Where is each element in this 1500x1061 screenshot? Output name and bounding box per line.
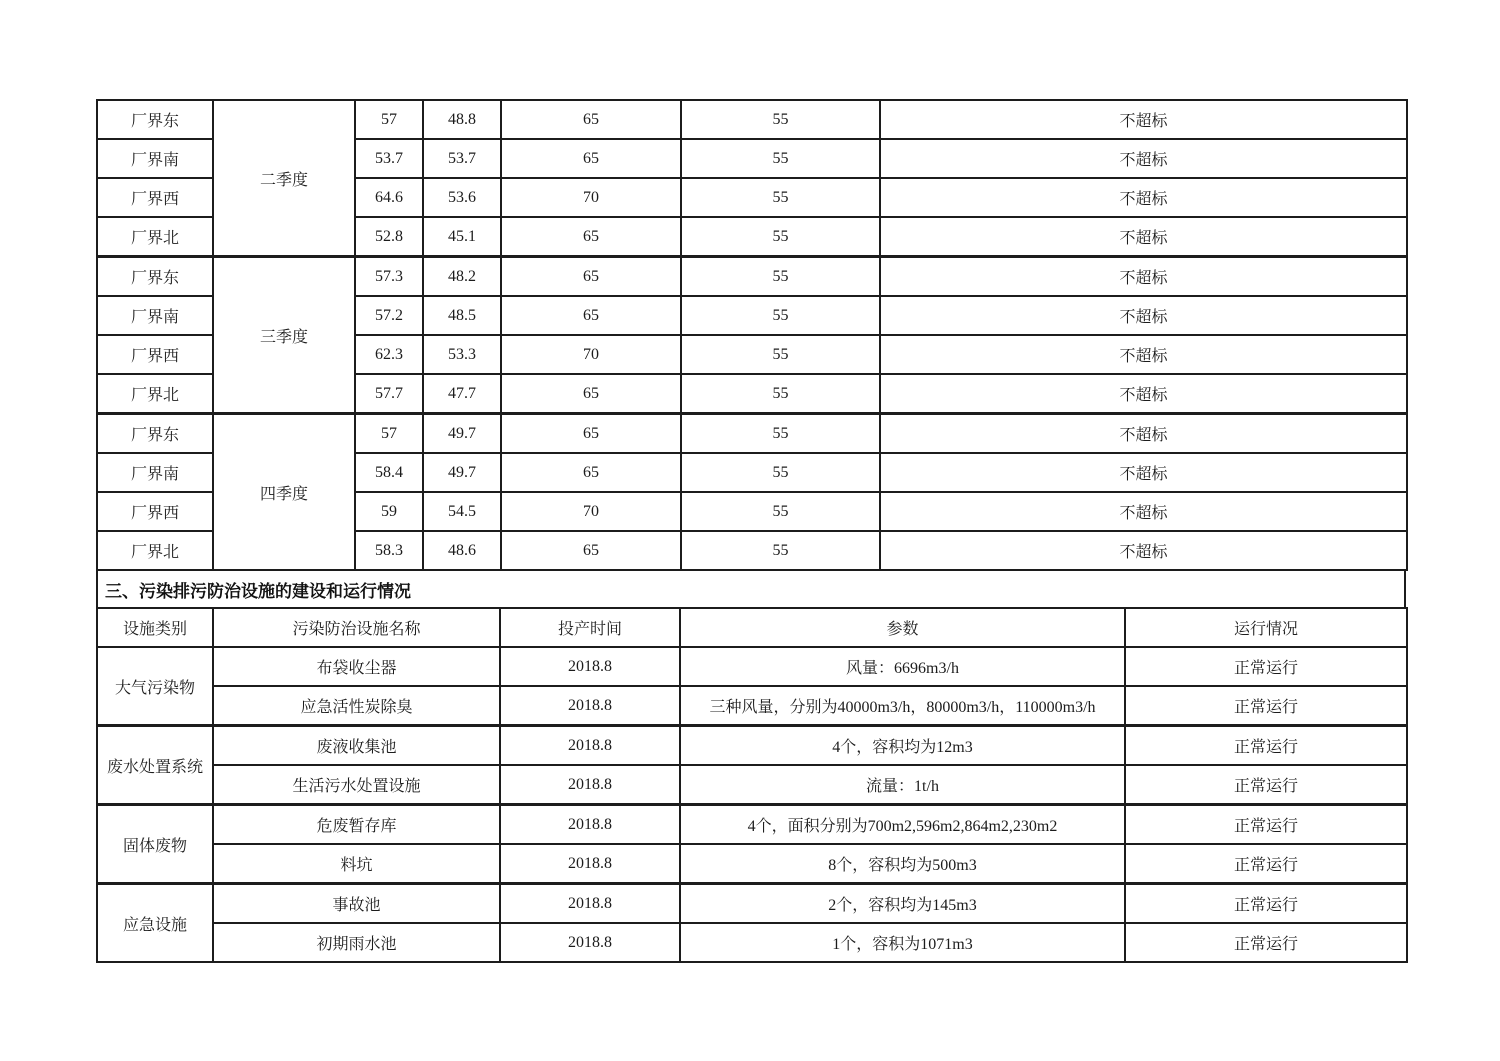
night-value-cell: 53.6: [423, 178, 501, 217]
day-value-cell: 57.3: [355, 257, 423, 297]
result-cell: 不超标: [880, 139, 1407, 178]
facility-status-cell: 正常运行: [1125, 805, 1407, 845]
facility-params-cell: 风量：6696m3/h: [680, 647, 1125, 686]
night-value-cell: 48.5: [423, 296, 501, 335]
day-limit-cell: 70: [501, 335, 681, 374]
night-value-cell: 53.3: [423, 335, 501, 374]
night-limit-cell: 55: [681, 492, 880, 531]
facility-params-cell: 2个，容积均为145m3: [680, 884, 1125, 924]
night-value-cell: 49.7: [423, 453, 501, 492]
facility-header-row: [97, 608, 1407, 647]
noise-monitoring-table: [96, 99, 1408, 571]
facility-name-cell: 危废暂存库: [213, 805, 500, 845]
facility-name-cell: 初期雨水池: [213, 923, 500, 962]
facility-table-row: [97, 805, 1407, 845]
facility-table-row: [97, 923, 1407, 962]
day-limit-cell: 65: [501, 217, 681, 257]
result-cell: 不超标: [880, 492, 1407, 531]
day-value-cell: 57: [355, 100, 423, 139]
section-title: 三、污染排污防治设施的建设和运行情况: [105, 581, 411, 601]
night-limit-cell: 55: [681, 296, 880, 335]
facility-col-header-category: 设施类别: [97, 608, 213, 647]
day-limit-cell: 65: [501, 453, 681, 492]
night-value-cell: 53.7: [423, 139, 501, 178]
report-document: [96, 99, 1406, 963]
facility-date-cell: 2018.8: [500, 647, 680, 686]
day-value-cell: 52.8: [355, 217, 423, 257]
facility-date-cell: 2018.8: [500, 923, 680, 962]
facility-status-cell: 正常运行: [1125, 923, 1407, 962]
day-limit-cell: 65: [501, 374, 681, 414]
monitoring-point-cell: 厂界西: [97, 492, 213, 531]
facility-name-cell: 布袋收尘器: [213, 647, 500, 686]
monitoring-point-cell: 厂界北: [97, 217, 213, 257]
night-limit-cell: 55: [681, 414, 880, 454]
noise-table-row: [97, 414, 1407, 454]
facility-table-body: [97, 647, 1407, 962]
facility-date-cell: 2018.8: [500, 765, 680, 805]
facility-name-cell: 事故池: [213, 884, 500, 924]
facility-status-cell: 正常运行: [1125, 844, 1407, 884]
facility-date-cell: 2018.8: [500, 805, 680, 845]
facility-category-cell: 废水处置系统: [97, 726, 213, 805]
result-cell: 不超标: [880, 531, 1407, 570]
section-header-band: [96, 571, 1406, 607]
facility-status-cell: 正常运行: [1125, 884, 1407, 924]
night-value-cell: 48.2: [423, 257, 501, 297]
night-limit-cell: 55: [681, 335, 880, 374]
facility-params-cell: 4个，面积分别为700m2,596m2,864m2,230m2: [680, 805, 1125, 845]
facility-col-header-status: 运行情况: [1125, 608, 1407, 647]
day-limit-cell: 65: [501, 257, 681, 297]
day-limit-cell: 65: [501, 100, 681, 139]
noise-table-body: [97, 100, 1407, 570]
day-value-cell: 58.3: [355, 531, 423, 570]
monitoring-point-cell: 厂界南: [97, 296, 213, 335]
facility-date-cell: 2018.8: [500, 884, 680, 924]
day-value-cell: 64.6: [355, 178, 423, 217]
quarter-cell: 四季度: [213, 414, 355, 571]
facility-name-cell: 料坑: [213, 844, 500, 884]
facility-col-header-date: 投产时间: [500, 608, 680, 647]
night-limit-cell: 55: [681, 374, 880, 414]
night-limit-cell: 55: [681, 100, 880, 139]
facility-status-cell: 正常运行: [1125, 647, 1407, 686]
facility-name-cell: 应急活性炭除臭: [213, 686, 500, 726]
facility-category-cell: 固体废物: [97, 805, 213, 884]
facility-table-row: [97, 647, 1407, 686]
night-limit-cell: 55: [681, 453, 880, 492]
result-cell: 不超标: [880, 335, 1407, 374]
facility-table-row: [97, 765, 1407, 805]
noise-table-row: [97, 257, 1407, 297]
result-cell: 不超标: [880, 414, 1407, 454]
monitoring-point-cell: 厂界西: [97, 335, 213, 374]
day-value-cell: 53.7: [355, 139, 423, 178]
facility-params-cell: 8个，容积均为500m3: [680, 844, 1125, 884]
result-cell: 不超标: [880, 453, 1407, 492]
day-limit-cell: 70: [501, 178, 681, 217]
facility-category-cell: 大气污染物: [97, 647, 213, 726]
monitoring-point-cell: 厂界西: [97, 178, 213, 217]
facility-params-cell: 1个，容积为1071m3: [680, 923, 1125, 962]
noise-table-row: [97, 100, 1407, 139]
night-value-cell: 48.6: [423, 531, 501, 570]
facility-table-row: [97, 884, 1407, 924]
monitoring-point-cell: 厂界东: [97, 414, 213, 454]
result-cell: 不超标: [880, 257, 1407, 297]
facility-name-cell: 废液收集池: [213, 726, 500, 766]
monitoring-point-cell: 厂界北: [97, 374, 213, 414]
night-value-cell: 54.5: [423, 492, 501, 531]
day-limit-cell: 65: [501, 531, 681, 570]
night-limit-cell: 55: [681, 217, 880, 257]
facility-table-row: [97, 726, 1407, 766]
monitoring-point-cell: 厂界北: [97, 531, 213, 570]
day-value-cell: 57: [355, 414, 423, 454]
quarter-cell: 二季度: [213, 100, 355, 257]
result-cell: 不超标: [880, 178, 1407, 217]
day-limit-cell: 65: [501, 296, 681, 335]
facility-category-cell: 应急设施: [97, 884, 213, 963]
night-limit-cell: 55: [681, 531, 880, 570]
facility-table-row: [97, 686, 1407, 726]
night-value-cell: 45.1: [423, 217, 501, 257]
facility-table-row: [97, 844, 1407, 884]
facility-params-cell: 流量：1t/h: [680, 765, 1125, 805]
day-limit-cell: 65: [501, 414, 681, 454]
facility-col-header-params: 参数: [680, 608, 1125, 647]
day-limit-cell: 70: [501, 492, 681, 531]
facility-date-cell: 2018.8: [500, 686, 680, 726]
facility-table: [96, 607, 1408, 963]
day-value-cell: 62.3: [355, 335, 423, 374]
facility-status-cell: 正常运行: [1125, 726, 1407, 766]
result-cell: 不超标: [880, 217, 1407, 257]
facility-name-cell: 生活污水处置设施: [213, 765, 500, 805]
quarter-cell: 三季度: [213, 257, 355, 414]
facility-date-cell: 2018.8: [500, 844, 680, 884]
day-value-cell: 57.7: [355, 374, 423, 414]
result-cell: 不超标: [880, 374, 1407, 414]
monitoring-point-cell: 厂界东: [97, 100, 213, 139]
facility-status-cell: 正常运行: [1125, 686, 1407, 726]
monitoring-point-cell: 厂界南: [97, 453, 213, 492]
result-cell: 不超标: [880, 296, 1407, 335]
result-cell: 不超标: [880, 100, 1407, 139]
night-limit-cell: 55: [681, 178, 880, 217]
day-value-cell: 57.2: [355, 296, 423, 335]
night-limit-cell: 55: [681, 139, 880, 178]
facility-params-cell: 4个，容积均为12m3: [680, 726, 1125, 766]
night-value-cell: 47.7: [423, 374, 501, 414]
day-value-cell: 58.4: [355, 453, 423, 492]
day-limit-cell: 65: [501, 139, 681, 178]
monitoring-point-cell: 厂界东: [97, 257, 213, 297]
night-value-cell: 49.7: [423, 414, 501, 454]
day-value-cell: 59: [355, 492, 423, 531]
night-limit-cell: 55: [681, 257, 880, 297]
facility-params-cell: 三种风量，分别为40000m3/h，80000m3/h，110000m3/h: [680, 686, 1125, 726]
facility-col-header-name: 污染防治设施名称: [213, 608, 500, 647]
facility-date-cell: 2018.8: [500, 726, 680, 766]
monitoring-point-cell: 厂界南: [97, 139, 213, 178]
night-value-cell: 48.8: [423, 100, 501, 139]
facility-status-cell: 正常运行: [1125, 765, 1407, 805]
